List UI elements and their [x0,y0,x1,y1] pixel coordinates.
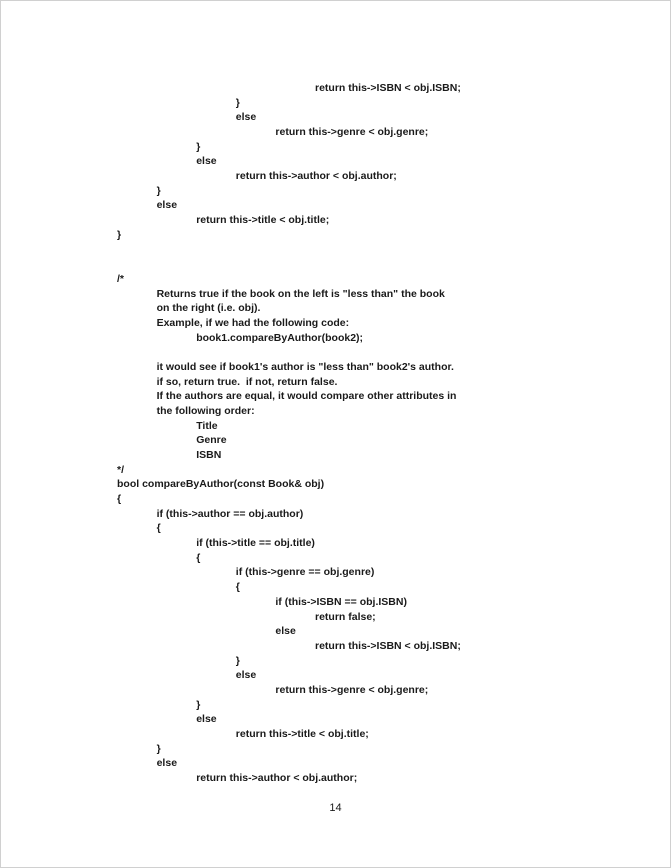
code-line: return this->ISBN < obj.ISBN; [315,82,461,94]
code-line: return this->ISBN < obj.ISBN; [315,639,461,652]
code-line: } [156,184,161,197]
code-line: { [196,551,201,564]
code-line: */ [117,463,125,476]
code-line: return this->title < obj.title; [235,727,369,740]
code-line: else [156,757,178,770]
code-line: /* [117,272,125,285]
code-line: return this->genre < obj.genre; [275,683,429,696]
code-line: { [117,493,122,505]
code-line: it would see if book1's author is "less than" book2's author. [156,360,454,373]
code-line: Returns true if the book on the left is "less than" the book [156,287,445,300]
code-line: if (this->author == obj.author) [156,507,304,520]
code-line: return false; [315,610,376,623]
code-line: return this->genre < obj.genre; [275,126,429,138]
code-line: else [235,111,257,124]
code-line: return this->author < obj.author; [196,772,358,784]
code-line: } [235,654,240,667]
code-line: if so, return true. if not, return false. [156,375,338,388]
code-line: } [196,140,201,153]
code-line: } [156,742,161,755]
page-number: 14 [329,802,342,814]
code-line: } [117,228,122,241]
code-line: else [196,713,217,726]
code-line: else [275,625,296,638]
code-line: on the right (i.e. obj). [156,302,261,315]
code-line: if (this->ISBN == obj.ISBN) [275,595,407,608]
code-line: If the authors are equal, it would compare other attributes in [156,390,457,403]
code-line: else [235,669,257,682]
code-line: { [156,522,161,535]
code-line: bool compareByAuthor(const Book& obj) [117,478,325,491]
code-line: book1.compareByAuthor(book2); [196,331,364,344]
code-line: ISBN [196,449,222,461]
code-line: { [235,581,240,594]
code-line: } [196,698,201,711]
code-line: Example, if we had the following code: [156,316,350,329]
code-line: if (this->title == obj.title) [196,537,315,550]
code-line: the following order: [156,405,255,417]
code-line: Title [196,419,218,432]
code-line: } [235,96,240,109]
code-line: return this->author < obj.author; [235,170,397,183]
code-line: Genre [196,434,227,447]
code-line: else [196,155,217,168]
code-line: return this->title < obj.title; [196,214,330,227]
code-line: else [156,199,178,212]
code-line: if (this->genre == obj.genre) [235,566,375,579]
